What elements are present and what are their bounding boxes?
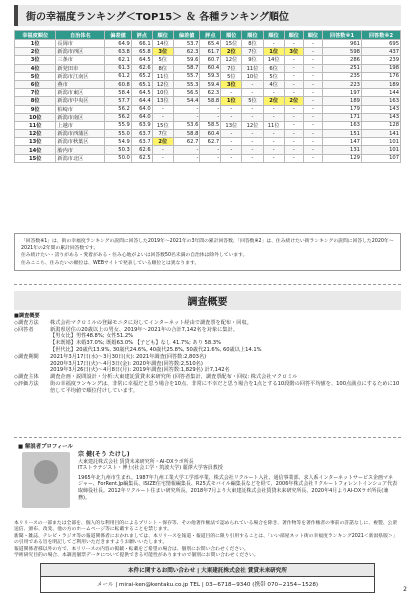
section-divider: [14, 284, 401, 285]
table-cell: 4位: [263, 80, 284, 88]
table-cell: 107: [361, 154, 400, 162]
table-header-cell: 偏差値: [105, 31, 132, 40]
table-cell: 9位: [242, 56, 263, 64]
table-cell: -: [284, 121, 303, 129]
table-cell: 55.3: [173, 80, 200, 88]
table-cell: -: [221, 105, 242, 113]
table-cell: -: [200, 113, 221, 121]
table-cell: -: [173, 154, 200, 162]
table-cell: 新潟市秋葉区: [56, 138, 105, 146]
table-cell: 189: [323, 97, 362, 105]
table-header-cell: 回答数※2: [361, 31, 400, 40]
table-cell: 695: [361, 40, 400, 48]
survey-row-value: 株式会社マクロミルの登録モニタに対してインターネット経由で調査票を配布・回収。: [50, 319, 252, 326]
table-cell: 64.0: [131, 105, 152, 113]
table-cell: 50.3: [105, 146, 132, 154]
table-cell: 54.4: [173, 97, 200, 105]
table-cell: 176: [361, 72, 400, 80]
table-cell: 3位: [284, 48, 303, 56]
ranking-table-header-row: [15, 31, 401, 40]
survey-row: [14, 320, 401, 327]
table-cell: 62.7: [200, 138, 221, 146]
table-cell: 60.7: [200, 56, 221, 64]
survey-row-label: [14, 361, 50, 368]
table-cell: 62.5: [131, 154, 152, 162]
table-cell: 59.4: [200, 80, 221, 88]
table-cell: 62.3: [200, 89, 221, 97]
table-cell: 143: [361, 113, 400, 121]
table-cell: -: [284, 154, 303, 162]
contact-title: 本件に関するお問い合わせ | 大東建託株式会社 賃貸未来研究所: [41, 564, 374, 577]
table-cell: -: [284, 80, 303, 88]
table-row: [15, 64, 401, 72]
table-cell: 65.8: [131, 48, 152, 56]
survey-row-value: 2019年3月26日(火)〜4月8日(月): 2019年調査(回答数:1,829名) 計7,142名: [50, 367, 230, 374]
table-cell: 14位: [152, 40, 173, 48]
table-cell: 163: [323, 121, 362, 129]
table-cell: 2位: [152, 138, 173, 146]
table-cell: 1位: [15, 40, 56, 48]
table-cell: 55.7: [173, 72, 200, 80]
table-cell: -: [242, 154, 263, 162]
table-cell: 961: [323, 40, 362, 48]
profile-info: [78, 452, 398, 501]
survey-row-value: 2020年3月17日(火)〜4月3日(金): 2020年調査(回答数:2,510名): [50, 360, 203, 367]
table-cell: 58.7: [173, 64, 200, 72]
table-cell: -: [263, 40, 284, 48]
table-cell: 8位: [242, 40, 263, 48]
table-cell: 64.4: [131, 97, 152, 105]
table-cell: -: [284, 72, 303, 80]
table-cell: -: [263, 89, 284, 97]
profile-affiliation2: ITストラテジスト・博士(社会工学・筑波大学) 麗澤大学客員教授: [78, 465, 223, 472]
table-cell: -: [303, 130, 322, 138]
table-cell: -: [284, 105, 303, 113]
table-cell: 58.5: [200, 121, 221, 129]
survey-row: [14, 374, 401, 381]
table-cell: 2位: [15, 48, 56, 56]
table-header-cell: 偏差値: [173, 31, 200, 40]
survey-row: [14, 354, 401, 361]
table-cell: 65.4: [200, 40, 221, 48]
table-cell: 胎内市: [56, 146, 105, 154]
table-cell: 7位: [152, 130, 173, 138]
table-cell: 55.9: [105, 121, 132, 129]
survey-row-value: 街の幸福度ランキングは、非常に幸福だと思う場合を10点、非常に不幸だと思う場合を1点とする10段階の回答平均値を、100点満点にするために10倍して平均値で順位付けしています。: [50, 380, 400, 394]
table-cell: 60.8: [105, 80, 132, 88]
table-cell: -: [303, 56, 322, 64]
table-cell: 286: [323, 56, 362, 64]
table-cell: 179: [323, 105, 362, 113]
table-cell: 58.8: [173, 130, 200, 138]
table-cell: 15位: [221, 40, 242, 48]
table-cell: -: [284, 64, 303, 72]
table-cell: 6位: [263, 64, 284, 72]
table-cell: 5位: [15, 72, 56, 80]
table-cell: -: [221, 113, 242, 121]
table-cell: -: [173, 146, 200, 154]
table-cell: -: [152, 113, 173, 121]
table-cell: 11位: [15, 121, 56, 129]
survey-row-label: ◇回答者: [14, 326, 34, 333]
table-row: [15, 146, 401, 154]
table-cell: -: [263, 113, 284, 121]
table-cell: 63.7: [131, 130, 152, 138]
note-item: 「回答数※1」は、街の幸福度ランキングの説問に回答した2019年〜2021年の3年間の累計回答数、「回答数※2」は、住み続けたい街ランキングの説問に回答した2020年〜2021年の2年間の累計回答数です。: [21, 239, 394, 252]
table-cell: 141: [361, 130, 400, 138]
table-cell: 7位: [15, 89, 56, 97]
table-cell: 13位: [152, 97, 173, 105]
table-header-cell: 順位: [263, 31, 284, 40]
table-row: [15, 72, 401, 80]
table-row: [15, 121, 401, 129]
table-cell: 62.6: [131, 146, 152, 154]
survey-row-value: 【男女比】男性48.8%; 女性51.2%: [50, 333, 134, 340]
table-cell: 171: [323, 113, 362, 121]
table-cell: -: [173, 105, 200, 113]
table-cell: -: [263, 105, 284, 113]
table-cell: 61.3: [105, 64, 132, 72]
avatar: [22, 452, 70, 508]
table-row: [15, 154, 401, 162]
table-cell: -: [303, 97, 322, 105]
table-cell: 53.7: [173, 40, 200, 48]
table-cell: 11位: [242, 64, 263, 72]
survey-row-label: [14, 333, 50, 340]
table-cell: -: [303, 154, 322, 162]
table-cell: 新潟市西区: [56, 48, 105, 56]
table-cell: 新潟市江南区: [56, 72, 105, 80]
table-cell: 62.6: [131, 64, 152, 72]
table-cell: 13位: [15, 138, 56, 146]
survey-row: [14, 381, 401, 395]
table-cell: -: [152, 154, 173, 162]
table-cell: 197: [323, 89, 362, 97]
table-cell: 598: [323, 48, 362, 56]
table-cell: -: [221, 130, 242, 138]
table-cell: 8位: [15, 97, 56, 105]
table-cell: 10位: [152, 89, 173, 97]
table-cell: 12位: [152, 80, 173, 88]
table-header-cell: 順位: [303, 31, 322, 40]
table-row: [15, 89, 401, 97]
table-cell: 50.0: [105, 154, 132, 162]
table-cell: 53.6: [173, 121, 200, 129]
table-cell: -: [284, 138, 303, 146]
table-cell: 新潟市南区: [56, 113, 105, 121]
table-cell: 56.2: [105, 105, 132, 113]
table-row: [15, 48, 401, 56]
footnotes: [14, 521, 401, 559]
table-cell: -: [152, 146, 173, 154]
table-cell: -: [263, 154, 284, 162]
table-cell: 128: [361, 121, 400, 129]
table-row: [15, 138, 401, 146]
table-cell: 新潟市東区: [56, 89, 105, 97]
table-row: [15, 40, 401, 48]
footnote-item: 報道関係者様以外の方で、本リリースの内容の掲載・転載をご希望の場合は、個別にお問い合わせください。: [14, 546, 249, 552]
table-cell: -: [242, 105, 263, 113]
table-cell: 144: [361, 89, 400, 97]
table-cell: 2位: [221, 48, 242, 56]
table-header-cell: 順位: [221, 31, 242, 40]
table-cell: 新潟市北区: [56, 154, 105, 162]
table-cell: 56.2: [105, 113, 132, 121]
table-cell: 56.5: [173, 89, 200, 97]
table-cell: 129: [323, 154, 362, 162]
table-cell: 12位: [15, 130, 56, 138]
table-cell: -: [303, 48, 322, 56]
survey-row: [14, 347, 401, 354]
table-cell: 13位: [221, 121, 242, 129]
survey-row: [14, 340, 401, 347]
table-cell: -: [303, 64, 322, 72]
table-cell: -: [284, 130, 303, 138]
table-cell: 12位: [221, 56, 242, 64]
table-cell: -: [242, 89, 263, 97]
table-cell: -: [263, 138, 284, 146]
table-cell: 251: [323, 64, 362, 72]
table-cell: 57.7: [105, 97, 132, 105]
table-cell: 58.8: [200, 97, 221, 105]
table-cell: -: [284, 89, 303, 97]
page-number: 2: [403, 586, 407, 593]
table-cell: -: [303, 113, 322, 121]
table-cell: -: [303, 121, 322, 129]
table-cell: 3位: [221, 80, 242, 88]
table-cell: 63.9: [131, 121, 152, 129]
table-cell: 長岡市: [56, 40, 105, 48]
table-notes: [14, 233, 401, 271]
table-cell: 64.0: [131, 113, 152, 121]
table-cell: 8位: [152, 64, 173, 72]
table-cell: -: [221, 138, 242, 146]
survey-section-label: ■調査概要: [14, 313, 40, 319]
table-cell: 143: [361, 105, 400, 113]
table-cell: -: [242, 138, 263, 146]
survey-row-label: [14, 340, 50, 347]
table-row: [15, 105, 401, 113]
table-cell: 柏崎市: [56, 105, 105, 113]
footnote-item: 新聞・雑誌、テレビ・ラジオ等の報道関係者におかれましては、本リリースを報道・報道目的に限り引用することは、「いい部屋ネット街の幸福度ランキング2021＜新潟県版＞」の引用である旨を明記してご利用いただきますようお願いいたします。: [14, 533, 398, 546]
table-header-cell: 順位: [284, 31, 303, 40]
table-cell: 101: [361, 146, 400, 154]
ranking-table-head: [15, 31, 401, 40]
table-cell: -: [303, 138, 322, 146]
table-cell: 54.9: [105, 138, 132, 146]
table-cell: 3位: [152, 48, 173, 56]
table-cell: -: [242, 130, 263, 138]
profile-affiliation: 大東建託株式会社 賃貸未来研究所・AI-DXラボ所長: [78, 458, 194, 465]
table-cell: 163: [361, 97, 400, 105]
table-cell: -: [152, 105, 173, 113]
survey-row-value: 【世代比】20歳代13.9%, 30歳代24.6%, 40歳代25.8%, 50歳代21.6%, 60歳以上14.1%: [50, 346, 262, 353]
table-cell: 59.6: [173, 56, 200, 64]
table-cell: 9位: [15, 105, 56, 113]
table-cell: -: [221, 154, 242, 162]
table-header-cell: 順位: [152, 31, 173, 40]
ranking-title: 街の幸福度ランキング＜TOP15＞ ＆ 各種ランキング順位: [14, 5, 401, 26]
table-cell: 61.2: [105, 72, 132, 80]
table-cell: 新潟市中央区: [56, 97, 105, 105]
table-cell: 燕市: [56, 80, 105, 88]
survey-row-value: 2021年3月17日(水)〜3月30日(火): 2021年調査(回答数:2,803名): [50, 353, 207, 360]
table-cell: 5位: [263, 72, 284, 80]
table-header-cell: 評点: [200, 31, 221, 40]
table-row: [15, 113, 401, 121]
table-cell: 55.0: [105, 130, 132, 138]
table-cell: -: [242, 113, 263, 121]
ranking-table-body: [15, 40, 401, 163]
table-cell: 2位: [284, 97, 303, 105]
table-cell: 147: [323, 138, 362, 146]
table-cell: 64.5: [131, 56, 152, 64]
survey-items: [14, 320, 401, 395]
note-item: 住みここち、住みたいの順位は、WEBサイトで発表している順位とは異なります。: [21, 260, 200, 266]
survey-heading: 調査概要: [14, 291, 401, 310]
table-cell: 新潟市西蒲区: [56, 130, 105, 138]
table-cell: 5位: [242, 97, 263, 105]
table-cell: 3位: [15, 56, 56, 64]
table-cell: -: [284, 40, 303, 48]
table-cell: 62.3: [173, 48, 200, 56]
survey-row-label: ◇調査主体: [14, 374, 39, 381]
table-cell: -: [303, 146, 322, 154]
contact-line: メール | mirai-ken@kentaku.co.jp TEL | 03−6718−9340 (携帯 070−2154−1528): [96, 582, 319, 588]
table-cell: -: [284, 146, 303, 154]
table-cell: 65.2: [131, 72, 152, 80]
table-cell: -: [200, 154, 221, 162]
table-cell: -: [221, 146, 242, 154]
table-cell: 新発田市: [56, 64, 105, 72]
table-cell: 239: [361, 56, 400, 64]
table-header-cell: 幸福度順位: [15, 31, 56, 40]
table-cell: 5位: [221, 72, 242, 80]
table-cell: 198: [361, 64, 400, 72]
table-header-cell: 自治体名: [56, 31, 105, 40]
table-cell: 14位: [263, 56, 284, 64]
table-cell: 62.7: [173, 138, 200, 146]
survey-row-value: 新潟県居住の20歳以上の男女、2019年〜2021年の合計7,142名を対象に集計。: [50, 326, 238, 333]
table-cell: 1位: [221, 97, 242, 105]
survey-row-value: 【未既婚】未婚37.0%; 既婚63.0% 【子ども】なし 41.7%; あり 58.3%: [50, 340, 222, 347]
survey-overview: [14, 313, 401, 395]
footnote-item: 学術研究目的の場合、本調査個票データについて提供できる可能性がありますので個別にお問い合わせください。: [14, 553, 259, 559]
table-cell: 65.1: [131, 80, 152, 88]
table-cell: 61.7: [200, 48, 221, 56]
table-cell: 6位: [15, 80, 56, 88]
table-cell: -: [303, 105, 322, 113]
table-cell: 101: [361, 138, 400, 146]
table-cell: -: [200, 146, 221, 154]
table-header-cell: 評点: [131, 31, 152, 40]
table-cell: 223: [323, 80, 362, 88]
table-row: [15, 130, 401, 138]
table-cell: 63.8: [105, 48, 132, 56]
survey-row-label: ◇調査期間: [14, 353, 39, 360]
profile-bio: 1965年北九州市生まれ。1987年九州工業大学工学部卒業、株式会社リクルート入社、通信事業部、求人系インターネットサービス企画マネジャー、ForRent.Jp編集長、ISIZE住宅情報編集長、R25式モバイル編集長などを経て、2006年株式会社リクルートフォレントインシュア代表取締役社長。2012年リクルート住まい研究所長。2018年7月より大東建託株式会社賃貸未来研究所長、2020年4月よりAI-DXラボ所長(兼務)。: [78, 474, 398, 501]
table-cell: 三条市: [56, 56, 105, 64]
table-cell: 7位: [242, 48, 263, 56]
table-cell: 15位: [15, 154, 56, 162]
survey-row-value: 調査企画・説問設計・分析:大東建託賃貸未来研究所 (回答者集計、調査票配布・回収: 株式会社マクロミル: [50, 374, 298, 381]
table-cell: 64.9: [105, 40, 132, 48]
table-cell: -: [303, 72, 322, 80]
table-cell: 131: [323, 146, 362, 154]
table-cell: 11位: [263, 121, 284, 129]
table-cell: 437: [361, 48, 400, 56]
table-header-cell: 回答数※1: [323, 31, 362, 40]
table-header-cell: 順位: [242, 31, 263, 40]
table-cell: 62.1: [105, 56, 132, 64]
table-cell: -: [221, 89, 242, 97]
table-row: [15, 80, 401, 88]
table-cell: 15位: [152, 121, 173, 129]
table-cell: 10位: [15, 113, 56, 121]
table-cell: 60.4: [200, 130, 221, 138]
table-cell: 66.1: [131, 40, 152, 48]
table-cell: -: [303, 40, 322, 48]
profile-section: [14, 437, 401, 517]
table-cell: -: [303, 80, 322, 88]
table-cell: -: [284, 56, 303, 64]
table-cell: 64.5: [131, 89, 152, 97]
footnote-item: 本リリースの一部または全部を、個人的な利用目的によるプリント・保存等、その他著作権法で認められている場合を除き、著作物等を著作権者の事前の許諾なしに、複製、公衆送信、頒布、改変、他の方のホームページ等に転載することを禁じます。: [14, 521, 398, 533]
table-cell: 上越市: [56, 121, 105, 129]
profile-name: 宗 健(そう たけし): [78, 451, 130, 458]
table-row: [15, 97, 401, 105]
table-cell: -: [173, 113, 200, 121]
table-row: [15, 56, 401, 64]
ranking-table: [14, 30, 401, 163]
table-cell: 58.4: [105, 89, 132, 97]
table-cell: 63.7: [131, 138, 152, 146]
survey-row-label: [14, 347, 50, 354]
table-cell: 1位: [263, 48, 284, 56]
table-cell: 11位: [152, 72, 173, 80]
table-cell: 7位: [221, 64, 242, 72]
survey-row-label: ◇評価方法: [14, 380, 39, 387]
table-cell: -: [242, 80, 263, 88]
table-cell: 60.4: [200, 64, 221, 72]
table-cell: 4位: [15, 64, 56, 72]
profile-heading: ■ 解説者プロフィール: [18, 444, 73, 450]
table-cell: 5位: [152, 56, 173, 64]
table-cell: -: [303, 89, 322, 97]
table-cell: 189: [361, 80, 400, 88]
contact-box: [40, 563, 375, 593]
table-cell: 14位: [15, 146, 56, 154]
table-cell: 12位: [242, 121, 263, 129]
table-cell: 59.3: [200, 72, 221, 80]
table-cell: 10位: [242, 72, 263, 80]
table-cell: -: [263, 146, 284, 154]
table-cell: 235: [323, 72, 362, 80]
table-cell: -: [242, 146, 263, 154]
table-cell: 151: [323, 130, 362, 138]
note-item: 住み続けたい・誇りがある・愛着がある・住み心地がよいは回答数50名未満の自治体は除外しています。: [21, 253, 248, 259]
table-cell: -: [284, 113, 303, 121]
survey-row-label: ◇調査方法: [14, 319, 39, 326]
table-cell: -: [200, 105, 221, 113]
table-cell: 2位: [263, 97, 284, 105]
table-cell: -: [263, 130, 284, 138]
